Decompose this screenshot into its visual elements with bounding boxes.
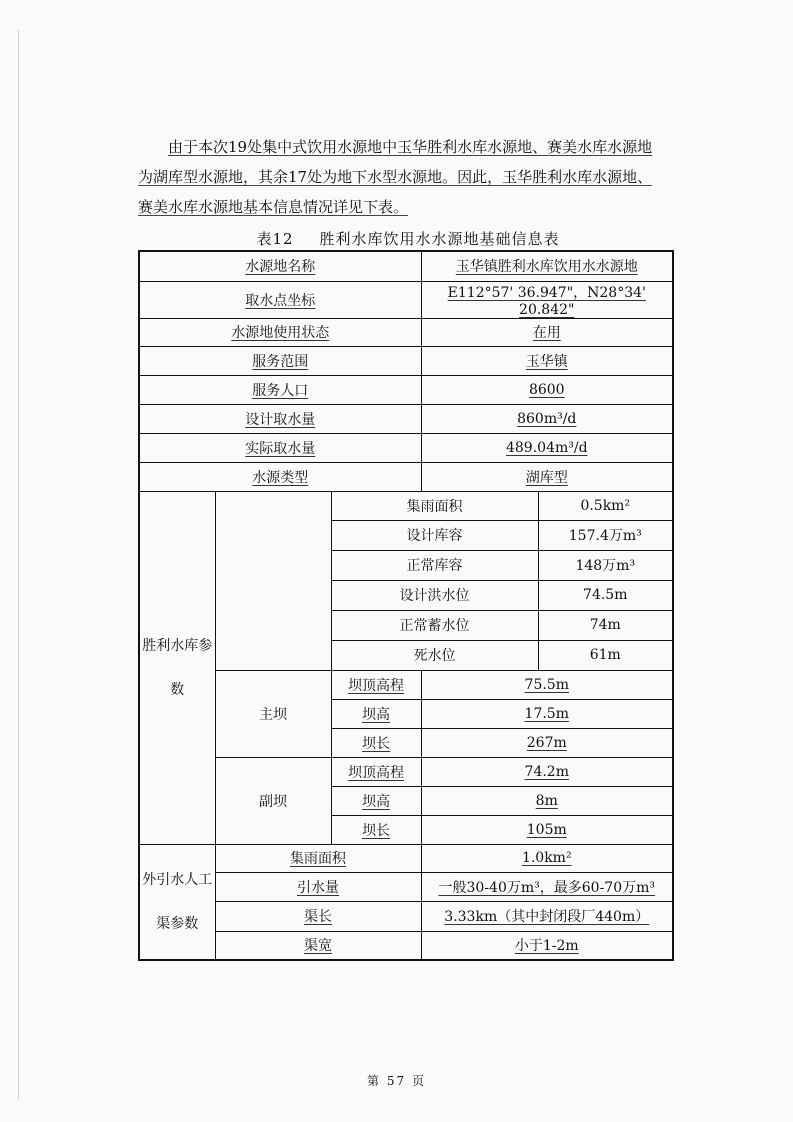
row-value: 0.5km² <box>580 497 631 514</box>
row-label: 集雨面积 <box>332 492 539 520</box>
row-value: 860m³/d <box>421 404 673 433</box>
row-value: 3.33km（其中封闭段厂440m） <box>421 901 673 931</box>
table-row <box>139 872 673 901</box>
row-label: 坝高 <box>331 699 421 728</box>
reservoir-group-label: 胜利水库参数 <box>139 491 215 844</box>
reservoir-pair-cell <box>331 640 673 670</box>
water-source-info-table <box>138 250 674 961</box>
row-label: 设计取水量 <box>139 404 421 433</box>
table-row <box>139 433 673 462</box>
row-label: 取水点坐标 <box>139 281 421 318</box>
table-row <box>139 931 673 960</box>
row-label: 水源地使用状态 <box>139 318 421 346</box>
reservoir-blank-cell <box>215 491 331 670</box>
table-row <box>139 462 673 491</box>
reservoir-pair-cell <box>331 520 673 550</box>
row-label: 引水量 <box>215 872 421 901</box>
page-number: 第 57 页 <box>367 1074 426 1088</box>
reservoir-pair-cell <box>331 491 673 520</box>
table-row <box>139 670 673 699</box>
row-label: 服务范围 <box>139 346 421 375</box>
table-row <box>139 375 673 404</box>
intro-line-2: 为湖库型水源地，其余17处为地下水型水源地。因此，玉华胜利水库水源地、 <box>138 168 653 186</box>
row-label: 渠长 <box>215 901 421 931</box>
row-label: 实际取水量 <box>139 433 421 462</box>
page-edge-line <box>18 30 19 1100</box>
intro-line-3: 赛美水库水源地基本信息情况详见下表。 <box>138 198 409 216</box>
intro-line-1: 由于本次19处集中式饮用水源地中玉华胜利水库水源地、赛美水库水源地 <box>168 138 653 156</box>
row-label: 集雨面积 <box>215 844 421 872</box>
row-value: 1.0km² <box>421 844 673 872</box>
canal-group-label: 外引水人工渠参数 <box>139 844 215 960</box>
row-label: 坝顶高程 <box>331 757 421 786</box>
row-value: E112°57' 36.947"，N28°34' 20.842" <box>421 281 673 318</box>
aux-dam-label: 副坝 <box>215 757 331 844</box>
table-number: 表12 <box>256 230 294 248</box>
row-value: 157.4万m³ <box>568 528 642 544</box>
table-title: 胜利水库饮用水水源地基础信息表 <box>319 230 560 248</box>
row-label: 坝长 <box>331 728 421 757</box>
row-value: 玉华镇胜利水库饮用水水源地 <box>421 251 673 281</box>
row-value: 105m <box>421 815 673 844</box>
table-row <box>139 901 673 931</box>
row-label: 水源地名称 <box>139 251 421 281</box>
row-value: 75.5m <box>421 670 673 699</box>
row-value: 148万m³ <box>575 558 636 574</box>
row-label: 设计库容 <box>332 521 539 550</box>
row-value: 17.5m <box>421 699 673 728</box>
row-value: 一般30-40万m³，最多60-70万m³ <box>421 872 673 901</box>
row-label: 坝顶高程 <box>331 670 421 699</box>
row-value: 玉华镇 <box>421 346 673 375</box>
reservoir-pair-cell <box>331 610 673 640</box>
table-row <box>139 318 673 346</box>
table-row <box>139 757 673 786</box>
row-label: 正常库容 <box>332 551 539 580</box>
reservoir-pair-cell <box>331 550 673 580</box>
table-caption <box>138 228 678 249</box>
row-value: 267m <box>421 728 673 757</box>
row-label: 坝高 <box>331 786 421 815</box>
table-row <box>139 404 673 433</box>
row-value: 8m <box>421 786 673 815</box>
main-dam-label: 主坝 <box>215 670 331 757</box>
row-label: 水源类型 <box>139 462 421 491</box>
row-label: 正常蓄水位 <box>332 611 539 640</box>
table-row <box>139 281 673 318</box>
row-value: 61m <box>589 647 621 663</box>
row-value: 湖库型 <box>421 462 673 491</box>
row-value: 489.04m³/d <box>421 433 673 462</box>
reservoir-pair-cell <box>331 580 673 610</box>
intro-paragraph <box>138 132 678 222</box>
row-label: 死水位 <box>332 641 539 670</box>
row-value: 小于1-2m <box>421 931 673 960</box>
row-value: 在用 <box>421 318 673 346</box>
row-label: 渠宽 <box>215 931 421 960</box>
table-row <box>139 346 673 375</box>
table-row <box>139 844 673 872</box>
row-value: 74.5m <box>583 587 628 603</box>
row-value: 74.2m <box>421 757 673 786</box>
table-row <box>139 251 673 281</box>
table-row <box>139 491 673 520</box>
row-label: 服务人口 <box>139 375 421 404</box>
row-value: 74m <box>589 617 621 633</box>
row-label: 设计洪水位 <box>332 581 539 610</box>
row-value: 8600 <box>421 375 673 404</box>
row-label: 坝长 <box>331 815 421 844</box>
